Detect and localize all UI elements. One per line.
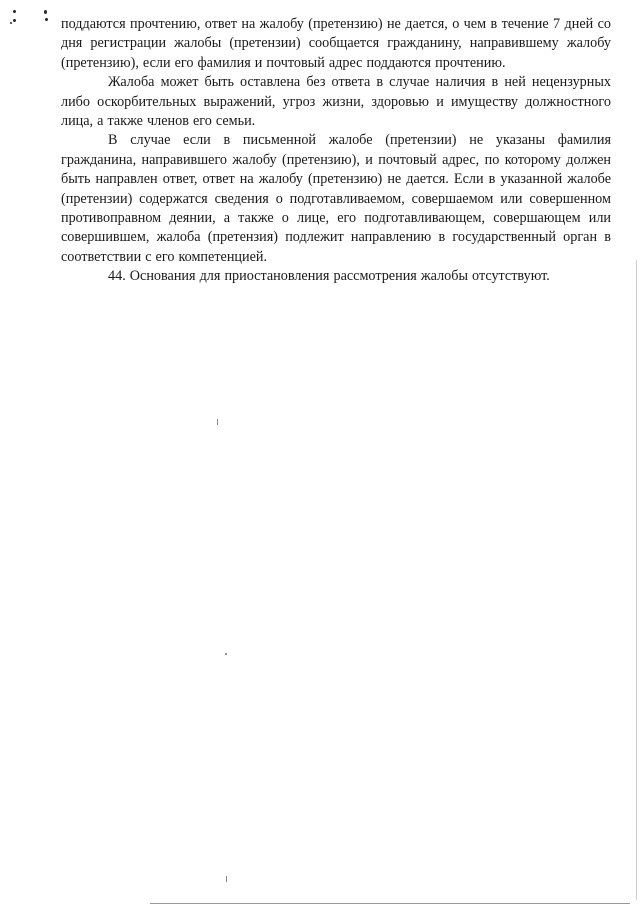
paragraph: В случае если в письменной жалобе (претензии) не указаны фамилия гражданина, направившего жалобу (претензию), и почтовый адрес, по которому должен быть направлен ответ, ответ на жалобу (претензию) не дается. Если в указанной жалобе (претензии) содержатся сведения о подготавливаемом, совершаемом или совершенном противоправном деянии, а также о лице, его подготавливающем, совершающем или совершившем, жалоба (претензия) подлежит направлению в государственный орган в соответствии с его компетенцией.: [61, 132, 611, 265]
scan-mark: [217, 419, 218, 425]
scan-speck: [44, 10, 47, 14]
paragraph: Жалоба может быть оставлена без ответа в случае наличия в ней нецензурных либо оскорбительных выражений, угроз жизни, здоровью и имуществу должностного лица, а также членов его семьи.: [61, 74, 611, 130]
scan-edge: [636, 260, 637, 900]
scan-mark: [226, 876, 227, 882]
scan-speck: [13, 10, 16, 13]
scan-speck: [10, 22, 12, 24]
scan-bottom-edge: [150, 903, 630, 904]
scan-speck: [45, 18, 48, 21]
scan-speck: [13, 19, 16, 22]
paragraph: поддаются прочтению, ответ на жалобу (претензию) не дается, о чем в течение 7 дней со дня регистрации жалобы (претензии) сообщается гражданину, направившему жалобу (претензию), если его фамилия и почтовый адрес поддаются прочтению.: [61, 16, 611, 71]
document-body: [61, 15, 611, 287]
scan-speck: [225, 653, 227, 655]
paragraph: 44. Основания для приостановления рассмотрения жалобы отсутствуют.: [108, 268, 550, 285]
